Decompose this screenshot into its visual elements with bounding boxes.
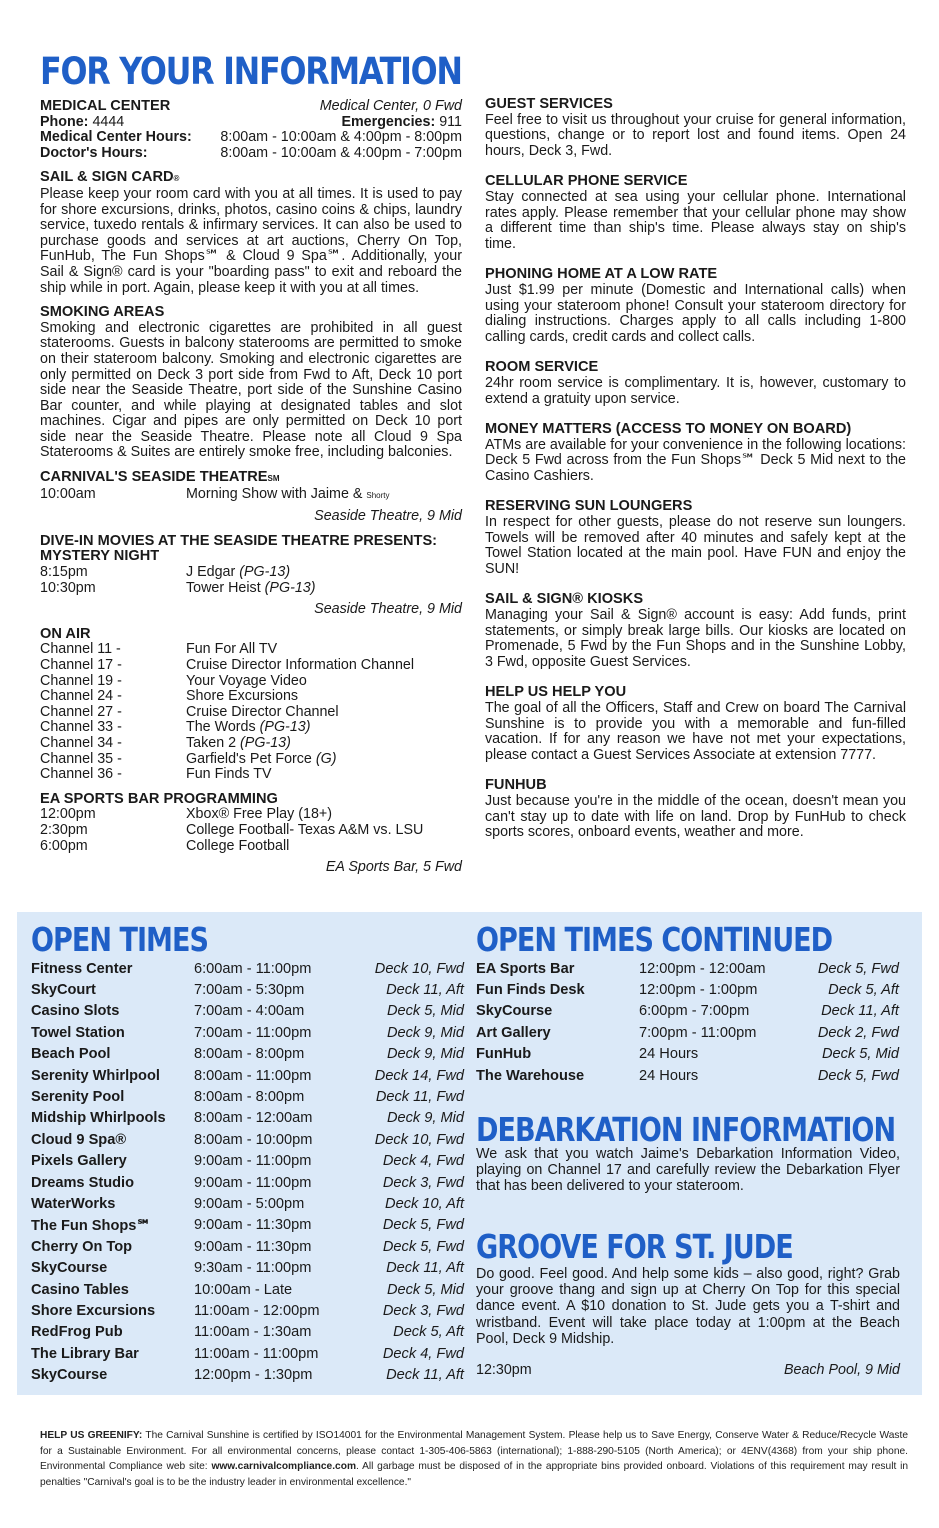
venue-location: Deck 9, Mid	[386, 1046, 464, 1063]
registered-mark: ®	[173, 174, 180, 184]
open-times-title: OPEN TIMES	[31, 920, 208, 959]
movie-time: 8:15pm	[40, 564, 88, 581]
venue-hours: 8:00am - 12:00am	[194, 1110, 313, 1127]
right-column	[485, 97, 906, 850]
footer-text: The Carnival Sunshine is certified by ISO14001 for the Environmental Management System. Please help us to Save Energy, Conserve Water & Reduce/Recycle Waste for a Sustainable Environment. For all environmental concerns, please contact 1-305-406-5863 (international); 1-888-290-5105 (North America); or 4ENV(4368) from your ship phone. Environmental Compliance web site:	[40, 1430, 908, 1472]
venue-name: WaterWorks	[31, 1195, 116, 1212]
debarkation-body: We ask that you watch Jaime's Debarkation Information Video, playing on Channel 17 and carefully review the Debarkation Flyer that has been delivered to your stateroom.	[476, 1146, 900, 1195]
venue-name: The Library Bar	[31, 1345, 139, 1362]
venue-hours: 11:00am - 12:00pm	[194, 1302, 320, 1319]
open-times-row	[31, 1065, 464, 1086]
movie-title: Tower Heist	[186, 579, 265, 596]
channel-name: The Words	[186, 719, 260, 736]
venue-hours: 6:00am - 11:00pm	[194, 960, 312, 977]
section-heading: SAIL & SIGN® KIOSKS	[485, 591, 644, 608]
venue-hours: 9:00am - 11:00pm	[194, 1153, 312, 1170]
venue-hours: 9:00am - 11:30pm	[194, 1217, 312, 1234]
venue-location: Deck 11, Aft	[386, 1367, 464, 1384]
open-times-row	[31, 1044, 464, 1065]
sports-row	[40, 839, 462, 855]
theatre-event-small: Shorty	[366, 490, 390, 500]
open-times-row	[31, 1215, 464, 1236]
section-body: Feel free to visit us throughout your cruise for general information, questions, change or to report lost and found items. Open 24 hours, Deck 3, Fwd.	[485, 111, 906, 159]
venue-name: Serenity Whirlpool	[31, 1067, 160, 1084]
venue-hours: 8:00am - 11:00pm	[194, 1067, 312, 1084]
footer-lead: HELP US GREENIFY:	[40, 1430, 143, 1441]
venue-name: Towel Station	[31, 1024, 125, 1041]
venue-hours: 11:00am - 11:00pm	[194, 1345, 319, 1362]
channel-rating: (G)	[315, 750, 337, 767]
room-service-section	[485, 360, 906, 407]
channel-row	[40, 736, 462, 752]
venue-hours: 12:00pm - 1:30pm	[194, 1367, 313, 1384]
channel-name: Cruise Director Channel	[186, 703, 339, 720]
channel-row	[40, 642, 462, 658]
sports-time: 12:00pm	[40, 806, 96, 823]
venue-name: SkyCourse	[476, 1003, 553, 1020]
venue-hours: 8:00am - 8:00pm	[194, 1089, 305, 1106]
theatre-location: Seaside Theatre, 9 Mid	[314, 508, 462, 525]
section-heading: HELP US HELP YOU	[485, 684, 627, 701]
money-matters-section	[485, 422, 906, 484]
channel-number: Channel 17 -	[40, 657, 122, 673]
venue-location: Deck 3, Fwd	[382, 1174, 464, 1191]
open-times-row	[31, 1151, 464, 1172]
sail-sign-heading: SAIL & SIGN CARD	[40, 169, 174, 186]
venue-location: Deck 5, Mid	[821, 1046, 899, 1063]
channel-row	[40, 674, 462, 690]
groove-location: Beach Pool, 9 Mid	[783, 1362, 900, 1378]
venue-location: Deck 11, Aft	[821, 1003, 899, 1020]
movies-subheading: MYSTERY NIGHT	[40, 548, 160, 565]
venue-name: Shore Excursions	[31, 1302, 156, 1319]
channel-number: Channel 24 -	[40, 688, 122, 705]
groove-body: Do good. Feel good. And help some kids – also good, right? Grab your groove thang and sign up at Cherry On Top for this special dance event. A $10 donation to St. Jude gets you a T-shirt and wristband. Event will take place today at 1:00pm at the Beach Pool, Deck 9 Midship.	[476, 1266, 900, 1347]
debarkation-title: DEBARKATION INFORMATION	[476, 1110, 896, 1149]
theatre-row	[40, 487, 462, 504]
movies-section	[40, 534, 462, 618]
section-heading: FUNHUB	[485, 777, 547, 794]
channel-name: Taken 2	[186, 734, 241, 751]
sports-row	[40, 807, 462, 823]
venue-hours: 8:00am - 10:00pm	[194, 1131, 313, 1148]
channel-number: Channel 19 -	[40, 672, 122, 689]
movie-time: 10:30pm	[40, 579, 96, 596]
venue-location: Deck 10, Aft	[385, 1195, 464, 1212]
smoking-body: Smoking and electronic cigarettes are prohibited in all guest staterooms. Guests in balcony staterooms are permitted to smoke on their stateroom balcony. Smoking and electronic cigarettes are only permitted on Deck 3 port side from Fwd to Aft, Deck 10 port side near the Seaside Theatre, port side of the Sunshine Casino Bar counter, and while playing at designated tables and slot machines. Cigar and pipes are only permitted on Deck 10 port side near the Seaside Theatre. Please note all Cloud 9 Spa Staterooms & Suites are entirely smoke free, including balconies.	[40, 319, 462, 461]
venue-hours: 12:00pm - 1:00pm	[639, 982, 758, 999]
venue-name: Cloud 9 Spa®	[31, 1131, 127, 1148]
on-air-section	[40, 627, 462, 783]
theatre-time: 10:00am	[40, 485, 96, 502]
channel-number: Channel 27 -	[40, 703, 122, 720]
groove-time: 12:30pm	[476, 1362, 532, 1378]
open-times-row	[31, 1129, 464, 1150]
venue-location: Deck 5, Mid	[386, 1281, 464, 1298]
sports-time: 2:30pm	[40, 821, 88, 838]
channel-number: Channel 34 -	[40, 734, 122, 751]
venue-name: Cherry On Top	[31, 1238, 133, 1255]
venue-hours: 11:00am - 1:30am	[194, 1324, 312, 1341]
on-air-heading: ON AIR	[40, 625, 91, 642]
open-times-row	[31, 1236, 464, 1257]
medical-center-section	[40, 99, 462, 161]
venue-hours: 7:00pm - 11:00pm	[639, 1024, 757, 1041]
open-times-row	[476, 1022, 899, 1043]
channel-name: Fun Finds TV	[186, 766, 272, 783]
venue-name: SkyCourt	[31, 982, 96, 999]
venue-name: EA Sports Bar	[476, 960, 575, 977]
channel-row	[40, 767, 462, 783]
medical-location: Medical Center, 0 Fwd	[319, 98, 462, 114]
open-times-row	[31, 1022, 464, 1043]
open-times-row	[31, 1364, 464, 1385]
venue-location: Deck 4, Fwd	[382, 1345, 464, 1362]
open-times-row	[476, 1001, 899, 1022]
open-times-row	[31, 1172, 464, 1193]
venue-hours: 24 Hours	[639, 1067, 699, 1084]
venue-name: SkyCourse	[31, 1367, 108, 1384]
open-times-row	[31, 1108, 464, 1129]
section-heading: PHONING HOME AT A LOW RATE	[485, 266, 718, 283]
open-times-row	[31, 1257, 464, 1278]
venue-name: Midship Whirlpools	[31, 1110, 166, 1127]
page-title: FOR YOUR INFORMATION	[40, 50, 462, 93]
open-times-row	[476, 1065, 899, 1086]
venue-location: Deck 5, Fwd	[382, 1217, 464, 1234]
sports-event: College Football- Texas A&M vs. LSU	[186, 821, 424, 838]
venue-location: Deck 2, Fwd	[817, 1024, 899, 1041]
venue-name: Casino Tables	[31, 1281, 129, 1298]
open-times-row	[476, 979, 899, 1000]
sports-event: Xbox® Free Play (18+)	[186, 806, 333, 823]
venue-hours: 7:00am - 5:30pm	[194, 982, 305, 999]
smoking-heading: SMOKING AREAS	[40, 304, 165, 321]
doctor-hours: 8:00am - 10:00am & 4:00pm - 7:00pm	[220, 144, 462, 161]
venue-location: Deck 4, Fwd	[382, 1153, 464, 1170]
venue-name: Serenity Pool	[31, 1089, 125, 1106]
footer-text-2: . All garbage must be disposed of in the appropriate bins provided onboard. Violations of this requirement may result in penalties "Carnival's goal is to be the industry leader in environmental excellence."	[40, 1461, 909, 1488]
medical-heading: MEDICAL CENTER	[40, 98, 171, 114]
open-times-row	[31, 1343, 464, 1364]
channel-row	[40, 658, 462, 674]
sports-row	[40, 823, 462, 839]
ea-sports-heading: EA SPORTS BAR PROGRAMMING	[40, 790, 278, 807]
channel-row	[40, 752, 462, 768]
channel-number: Channel 36 -	[40, 766, 122, 783]
venue-location: Deck 5, Fwd	[817, 960, 899, 977]
section-body: Just $1.99 per minute (Domestic and International calls) when using your stateroom phone! Consult your stateroom directory for dialing instructions. Charges apply to all calls including 1-800 calling cards, credit cards and collect calls.	[485, 281, 906, 345]
venue-location: Deck 11, Aft	[386, 1260, 464, 1277]
emergency-label: Emergencies:	[341, 113, 436, 130]
channel-row	[40, 720, 462, 736]
ea-sports-location: EA Sports Bar, 5 Fwd	[325, 859, 462, 876]
venue-hours: 8:00am - 8:00pm	[194, 1046, 305, 1063]
open-times-row	[31, 1279, 464, 1300]
venue-location: Deck 5, Aft	[393, 1324, 464, 1341]
section-heading: GUEST SERVICES	[485, 96, 613, 112]
service-mark: SM	[267, 474, 280, 484]
channel-name: Garfield's Pet Force	[186, 750, 316, 767]
smoking-section	[40, 305, 462, 461]
section-body: 24hr room service is complimentary. It is, however, customary to extend a gratuity upon service.	[485, 374, 906, 407]
footer-greenify	[40, 1428, 908, 1490]
groove-title: GROOVE FOR ST. JUDE	[476, 1227, 793, 1266]
channel-number: Channel 11 -	[40, 641, 121, 658]
movie-row	[40, 565, 462, 581]
open-times-continued-title: OPEN TIMES CONTINUED	[476, 920, 833, 959]
open-times-row	[31, 1300, 464, 1321]
venue-name: Pixels Gallery	[31, 1153, 127, 1170]
movie-rating: (PG-13)	[239, 564, 291, 581]
venue-location: Deck 3, Fwd	[382, 1302, 464, 1319]
venue-name: SkyCourse	[31, 1260, 108, 1277]
help-us-section	[485, 685, 906, 763]
venue-location: Deck 10, Fwd	[374, 1131, 464, 1148]
channel-number: Channel 33 -	[40, 719, 122, 736]
section-body: Stay connected at sea using your cellular phone. International rates apply. Please remember that your cellular phone may show a different time than ship's time. Please always stay on ship's time.	[485, 188, 906, 252]
guest-services-section	[485, 97, 906, 159]
emergency-number: 911	[439, 113, 462, 130]
kiosks-section	[485, 592, 906, 670]
channel-name: Cruise Director Information Channel	[186, 657, 415, 673]
venue-location: Deck 11, Fwd	[375, 1089, 464, 1106]
venue-hours: 9:00am - 5:00pm	[194, 1195, 305, 1212]
section-body: ATMs are available for your convenience in the following locations: Deck 5 Fwd across from the Fun Shops℠ Deck 5 Mid next to the Casino Cashiers.	[485, 436, 906, 484]
venue-name: The Fun Shops℠	[31, 1217, 152, 1234]
channel-rating: (PG-13)	[259, 719, 311, 736]
venue-name: RedFrog Pub	[31, 1324, 123, 1341]
cellular-section	[485, 174, 906, 252]
venue-name: Fitness Center	[31, 960, 133, 977]
venue-name: The Warehouse	[476, 1067, 585, 1084]
venue-name: Fun Finds Desk	[476, 982, 585, 999]
section-heading: CELLULAR PHONE SERVICE	[485, 173, 688, 190]
ea-sports-section	[40, 792, 462, 876]
sail-sign-section	[40, 170, 462, 296]
venue-hours: 10:00am - Late	[194, 1281, 293, 1298]
theatre-event: Morning Show with Jaime &	[186, 485, 367, 502]
section-body: In respect for other guests, please do not reserve sun loungers. Towels will be removed after 40 minutes and safely kept at the Towel Station located at the main pool. Have FUN and enjoy the SUN!	[485, 514, 906, 577]
funhub-section	[485, 778, 906, 840]
doctor-label: Doctor's Hours:	[40, 144, 148, 161]
phone-label: Phone:	[40, 113, 89, 130]
movie-title: J Edgar	[186, 564, 240, 581]
venue-location: Deck 11, Aft	[386, 982, 464, 999]
venue-hours: 9:00am - 11:30pm	[194, 1238, 312, 1255]
movie-row	[40, 581, 462, 597]
open-times-row	[476, 1044, 899, 1065]
sports-time: 6:00pm	[40, 837, 88, 854]
sun-loungers-section	[485, 499, 906, 577]
venue-location: Deck 10, Fwd	[374, 960, 464, 977]
open-times-row	[31, 1193, 464, 1214]
section-heading: MONEY MATTERS (ACCESS TO MONEY ON BOARD)	[485, 421, 852, 438]
venue-hours: 9:30am - 11:00pm	[194, 1260, 312, 1277]
channel-name: Shore Excursions	[186, 688, 299, 705]
movie-rating: (PG-13)	[264, 579, 316, 596]
movies-location: Seaside Theatre, 9 Mid	[314, 601, 462, 618]
venue-hours: 7:00am - 11:00pm	[194, 1024, 312, 1041]
venue-hours: 6:00pm - 7:00pm	[639, 1003, 750, 1020]
open-times-row	[476, 958, 899, 979]
phone-number: 4444	[92, 113, 125, 130]
theatre-section	[40, 470, 462, 525]
channel-number: Channel 35 -	[40, 750, 122, 767]
venue-hours: 7:00am - 4:00am	[194, 1003, 305, 1020]
venue-name: Dreams Studio	[31, 1174, 134, 1191]
venue-hours: 12:00pm - 12:00am	[639, 960, 766, 977]
open-times-row	[31, 1086, 464, 1107]
venue-location: Deck 9, Mid	[386, 1110, 464, 1127]
venue-location: Deck 5, Mid	[386, 1003, 464, 1020]
open-times-continued-table	[476, 958, 899, 1086]
hours-label: Medical Center Hours:	[40, 129, 192, 146]
channel-row	[40, 705, 462, 721]
venue-name: Art Gallery	[476, 1024, 551, 1041]
venue-name: Beach Pool	[31, 1046, 111, 1063]
channel-name: Fun For All TV	[186, 641, 278, 658]
sail-sign-body: Please keep your room card with you at all times. It is used to pay for shore excursions, drinks, photos, casino coins & chips, laundry service, tuxedo rentals & infirmary services. It can also be used to purchase goods and services at art auctions, Cherry On Top, FunHub, The Fun Shops℠ & Cloud 9 Spa℠. Additionally, your Sail & Sign® card is your "boarding pass" to exit and reboard the ship while in port. Again, please keep it with you at all times.	[40, 185, 462, 296]
medical-hours: 8:00am - 10:00am & 4:00pm - 8:00pm	[220, 129, 462, 146]
venue-location: Deck 5, Aft	[828, 982, 899, 999]
movies-heading: DIVE-IN MOVIES AT THE SEASIDE THEATRE PRESENTS:	[40, 532, 438, 549]
open-times-row	[31, 979, 464, 1000]
section-body: The goal of all the Officers, Staff and Crew on board The Carnival Sunshine is to provide you with a memorable and fun-filled vacation. If for any reason we have not met your expectations, please contact a Guest Services Associate at extension 7777.	[485, 700, 906, 763]
footer-site-link[interactable]: www.carnivalcompliance.com	[211, 1461, 357, 1472]
venue-location: Deck 9, Mid	[386, 1024, 464, 1041]
theatre-heading: CARNIVAL'S SEASIDE THEATRE	[40, 469, 268, 486]
section-heading: ROOM SERVICE	[485, 359, 599, 376]
channel-rating: (PG-13)	[240, 734, 291, 751]
venue-name: FunHub	[476, 1046, 532, 1063]
venue-name: Casino Slots	[31, 1003, 120, 1020]
open-times-row	[31, 1322, 464, 1343]
section-body: Managing your Sail & Sign® account is easy: Add funds, print statements, or simply break large bills. Our kiosks are located on Promenade, 5 Fwd by the Fun Shops and in the Sunshine Lobby, 3 Fwd, opposite Guest Services.	[485, 607, 906, 670]
channel-name: Your Voyage Video	[186, 672, 307, 689]
venue-location: Deck 14, Fwd	[374, 1067, 464, 1084]
venue-hours: 9:00am - 11:00pm	[194, 1174, 312, 1191]
venue-hours: 24 Hours	[639, 1046, 699, 1063]
open-times-table	[31, 958, 464, 1386]
section-heading: RESERVING SUN LOUNGERS	[485, 498, 693, 515]
phoning-home-section	[485, 267, 906, 345]
venue-location: Deck 5, Fwd	[382, 1238, 464, 1255]
channel-row	[40, 689, 462, 705]
section-body: Just because you're in the middle of the ocean, doesn't mean you can't stay up to date with life on land. Drop by FunHub to check sports scores, onboard events, weather and more.	[485, 792, 906, 841]
venue-location: Deck 5, Fwd	[817, 1067, 899, 1084]
open-times-row	[31, 1001, 464, 1022]
open-times-row	[31, 958, 464, 979]
left-column	[40, 99, 462, 885]
sports-event: College Football	[186, 837, 290, 854]
